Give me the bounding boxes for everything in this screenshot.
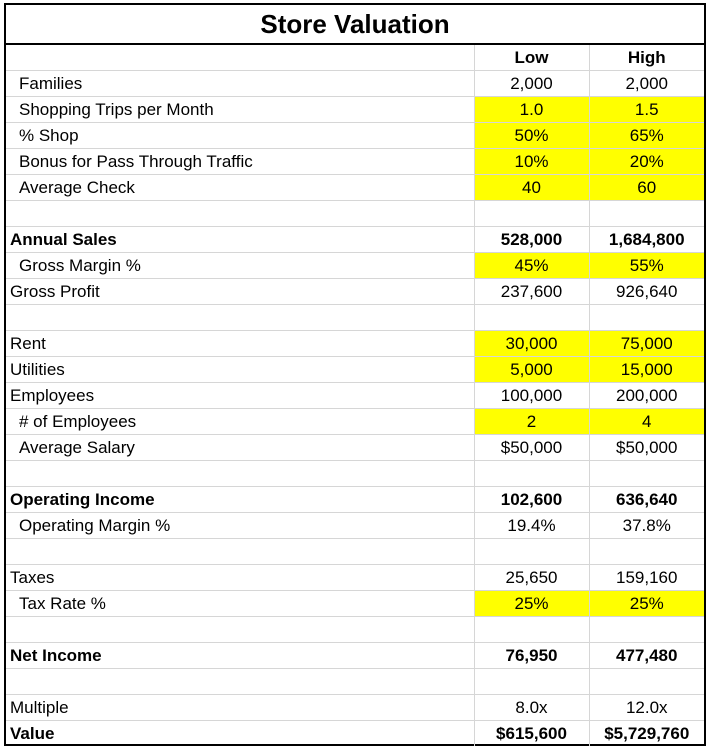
high-value-cell[interactable]: 65% (589, 123, 704, 149)
header-label-cell[interactable] (6, 45, 474, 71)
table-row (6, 383, 704, 409)
row-label-cell[interactable]: Tax Rate % (6, 591, 474, 617)
row-label-cell[interactable]: Gross Profit (6, 279, 474, 305)
row-label-cell[interactable]: Families (6, 71, 474, 97)
table-row (6, 97, 704, 123)
high-value-cell[interactable]: 477,480 (589, 643, 704, 669)
spreadsheet (4, 3, 706, 746)
sheet-title[interactable]: Store Valuation (6, 5, 704, 45)
row-label-cell[interactable]: Rent (6, 331, 474, 357)
table-row (6, 227, 704, 253)
high-value-cell[interactable] (589, 305, 704, 331)
low-value-cell[interactable]: 30,000 (474, 331, 589, 357)
high-value-cell[interactable]: 636,640 (589, 487, 704, 513)
low-value-cell[interactable]: 19.4% (474, 513, 589, 539)
low-value-cell[interactable] (474, 461, 589, 487)
high-value-cell[interactable] (589, 461, 704, 487)
table-row (6, 617, 704, 643)
row-label-cell[interactable]: Employees (6, 383, 474, 409)
row-label-cell[interactable]: Bonus for Pass Through Traffic (6, 149, 474, 175)
row-label-cell[interactable] (6, 669, 474, 695)
high-value-cell[interactable]: 20% (589, 149, 704, 175)
table-row (6, 409, 704, 435)
high-value-cell[interactable]: 55% (589, 253, 704, 279)
row-label-cell[interactable] (6, 539, 474, 565)
row-label-cell[interactable]: % Shop (6, 123, 474, 149)
table-row (6, 565, 704, 591)
row-label-cell[interactable] (6, 305, 474, 331)
table-row (6, 149, 704, 175)
low-value-cell[interactable]: 237,600 (474, 279, 589, 305)
low-value-cell[interactable]: 2 (474, 409, 589, 435)
low-value-cell[interactable]: 10% (474, 149, 589, 175)
low-value-cell[interactable] (474, 201, 589, 227)
table-row (6, 123, 704, 149)
high-value-cell[interactable] (589, 201, 704, 227)
low-value-cell[interactable]: 1.0 (474, 97, 589, 123)
high-value-cell[interactable] (589, 539, 704, 565)
row-label-cell[interactable]: Value (6, 721, 474, 747)
table-row (6, 643, 704, 669)
header-high[interactable]: High (589, 45, 704, 71)
low-value-cell[interactable]: 45% (474, 253, 589, 279)
low-value-cell[interactable]: 40 (474, 175, 589, 201)
high-value-cell[interactable]: 2,000 (589, 71, 704, 97)
low-value-cell[interactable]: $50,000 (474, 435, 589, 461)
low-value-cell[interactable]: 25,650 (474, 565, 589, 591)
low-value-cell[interactable]: 50% (474, 123, 589, 149)
high-value-cell[interactable]: 37.8% (589, 513, 704, 539)
high-value-cell[interactable]: 926,640 (589, 279, 704, 305)
table-row (6, 305, 704, 331)
row-label-cell[interactable]: Utilities (6, 357, 474, 383)
row-label-cell[interactable]: Annual Sales (6, 227, 474, 253)
high-value-cell[interactable]: $5,729,760 (604, 724, 690, 743)
row-label-cell[interactable]: Net Income (6, 643, 474, 669)
header-low[interactable]: Low (474, 45, 589, 71)
low-value-cell[interactable]: 100,000 (474, 383, 589, 409)
high-value-cell[interactable]: 1.5 (589, 97, 704, 123)
table-row (6, 721, 704, 747)
row-label-cell[interactable] (6, 617, 474, 643)
row-label-cell[interactable]: Gross Margin % (6, 253, 474, 279)
valuation-table (6, 45, 704, 746)
low-value-cell[interactable]: 528,000 (474, 227, 589, 253)
table-row (6, 71, 704, 97)
table-row (6, 357, 704, 383)
row-label-cell[interactable]: Operating Margin % (6, 513, 474, 539)
row-label-cell[interactable]: Taxes (6, 565, 474, 591)
table-row (6, 253, 704, 279)
table-row (6, 175, 704, 201)
low-value-cell[interactable]: 76,950 (474, 643, 589, 669)
high-value-cell[interactable]: $50,000 (589, 435, 704, 461)
high-value-cell[interactable]: 12.0x (589, 695, 704, 721)
row-label-cell[interactable]: Operating Income (6, 487, 474, 513)
table-row (6, 435, 704, 461)
table-row (6, 695, 704, 721)
table-row (6, 331, 704, 357)
low-value-cell[interactable]: 2,000 (474, 71, 589, 97)
table-row (6, 669, 704, 695)
high-value-cell[interactable]: 200,000 (589, 383, 704, 409)
low-value-cell[interactable] (474, 305, 589, 331)
low-value-cell[interactable]: 5,000 (474, 357, 589, 383)
high-value-cell[interactable]: 25% (589, 591, 704, 617)
low-value-cell[interactable] (474, 617, 589, 643)
table-row (6, 201, 704, 227)
table-row (6, 461, 704, 487)
high-value-cell[interactable]: 75,000 (589, 331, 704, 357)
table-row (6, 487, 704, 513)
low-value-cell[interactable] (474, 669, 589, 695)
row-label-cell[interactable]: Average Check (6, 175, 474, 201)
row-label-cell[interactable] (6, 461, 474, 487)
table-row (6, 539, 704, 565)
low-value-cell[interactable]: 25% (474, 591, 589, 617)
row-label-cell[interactable] (6, 201, 474, 227)
high-value-cell[interactable]: 4 (589, 409, 704, 435)
row-label-cell[interactable]: # of Employees (6, 409, 474, 435)
high-value-cell[interactable]: 60 (589, 175, 704, 201)
row-label-cell[interactable]: Shopping Trips per Month (6, 97, 474, 123)
table-row (6, 279, 704, 305)
table-row (6, 591, 704, 617)
row-label-cell[interactable]: Multiple (6, 695, 474, 721)
table-row (6, 513, 704, 539)
low-value-cell[interactable]: 102,600 (474, 487, 589, 513)
row-label-cell[interactable]: Average Salary (6, 435, 474, 461)
low-value-cell[interactable]: $615,600 (474, 721, 589, 747)
high-value-cell[interactable]: 15,000 (589, 357, 704, 383)
low-value-cell[interactable]: 8.0x (474, 695, 589, 721)
high-value-cell[interactable] (589, 669, 704, 695)
high-value-cell[interactable]: 159,160 (589, 565, 704, 591)
low-value-cell[interactable] (474, 539, 589, 565)
high-value-cell[interactable] (589, 617, 704, 643)
header-row (6, 45, 704, 71)
high-value-cell[interactable]: 1,684,800 (589, 227, 704, 253)
